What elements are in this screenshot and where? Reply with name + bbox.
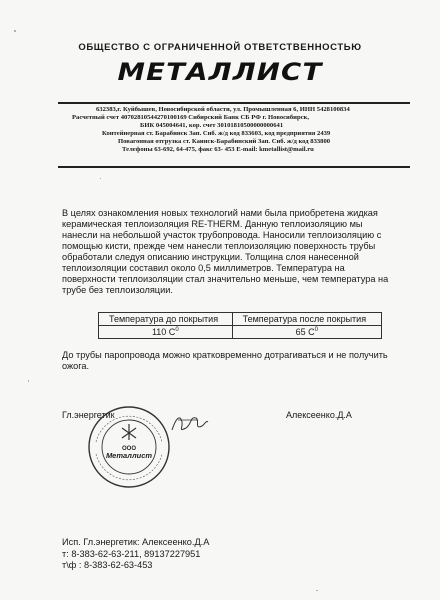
signer-name: Алексеенко.Д.А <box>286 410 352 420</box>
svg-text:ООО: ООО <box>121 446 137 452</box>
header-before: Температура до покрытия <box>99 313 233 326</box>
header-bik-line: БИК 045004641, кор. счет 30101810500000000641 <box>140 122 284 129</box>
footer-line: т\ф : 8-383-62-63-453 <box>62 560 153 570</box>
signer-title: Гл.энергетик <box>62 410 115 420</box>
footer-line: Исп. Гл.энергетик: Алексеенко.Д.А <box>62 537 210 547</box>
organization-type: ОБЩЕСТВО С ОГРАНИЧЕННОЙ ОТВЕТСТВЕННОСТЬЮ <box>78 42 362 53</box>
footer-line: т: 8-383-62-63-211, 89137227951 <box>62 548 201 559</box>
conclusion-line: До трубы паропровода можно кратковременно дотрагиваться и не получить <box>62 350 388 360</box>
header-after: Температура после покрытия <box>232 313 381 326</box>
main-paragraph <box>62 208 402 296</box>
scan-speck <box>316 590 318 591</box>
scan-speck <box>100 178 101 179</box>
temperature-table <box>98 312 382 339</box>
paragraph-line: В целях ознакомления новых технологий нами была приобретена жидкая <box>62 208 378 218</box>
header-bottom-rule <box>58 166 410 168</box>
footer-contacts <box>62 537 209 572</box>
scan-speck <box>28 380 29 382</box>
table-row <box>99 326 382 339</box>
conclusion-paragraph <box>62 350 402 372</box>
degree-mark: 0 <box>175 327 179 333</box>
paragraph-line: керамическая теплоизоляция RE-THERM. Данную теплоизоляцию мы <box>62 219 363 229</box>
header-phones-line: Телефоны 63-692, 64-475, факс 63- 453 E-mail: kmetallist@mail.ru <box>122 146 314 153</box>
header-address-line: 632383,г. Куйбышев, Новосибирской области, ул. Промышленная 6, ИНН 5428100834 <box>96 106 350 113</box>
table-header-row <box>99 313 382 326</box>
header-container-line: Контейнерная ст. Барабинск Зап. Сиб. ж/д код 833603, код предприятия 2439 <box>102 130 331 137</box>
paragraph-line: нанесли на небольшой участок трубопровода. Наносили теплоизоляцию с <box>62 230 382 240</box>
company-logo: МЕТАЛЛИСТ <box>117 58 323 86</box>
header-shipping-line: Повагонная отгрузка ст. Каинск-Барабинский Зап. Сиб. ж/д код 833800 <box>118 138 331 145</box>
scan-speck <box>14 30 16 32</box>
header-top-rule <box>58 102 410 104</box>
handwritten-signature <box>168 408 210 438</box>
paragraph-line: помощью кисти, прежде чем нанесли теплоизоляцию поверхность трубы <box>62 241 376 251</box>
paragraph-line: теплоизоляции составил около 0,5 миллиметров. Температура на <box>62 263 345 273</box>
paragraph-line: обработали следуя описанию инструкции. Толщина слоя нанесенной <box>62 252 359 262</box>
degree-mark: 0 <box>314 327 318 333</box>
value-after: 65 $С^0$ <box>232 326 381 339</box>
paragraph-line: поверхности теплоизоляции стал значительно меньше, чем температура на <box>62 274 389 284</box>
conclusion-line: ожога. <box>62 361 90 371</box>
header-bank-line: Расчетный счет 40702810544270100169 Сибирский Банк СБ РФ г. Новосибирск, <box>72 114 309 121</box>
value-before: 110 $С^0$ <box>99 326 233 339</box>
paragraph-line: трубе без теплоизоляции. <box>62 285 173 295</box>
svg-text:Металлист: Металлист <box>105 451 153 460</box>
company-stamp <box>84 402 174 492</box>
